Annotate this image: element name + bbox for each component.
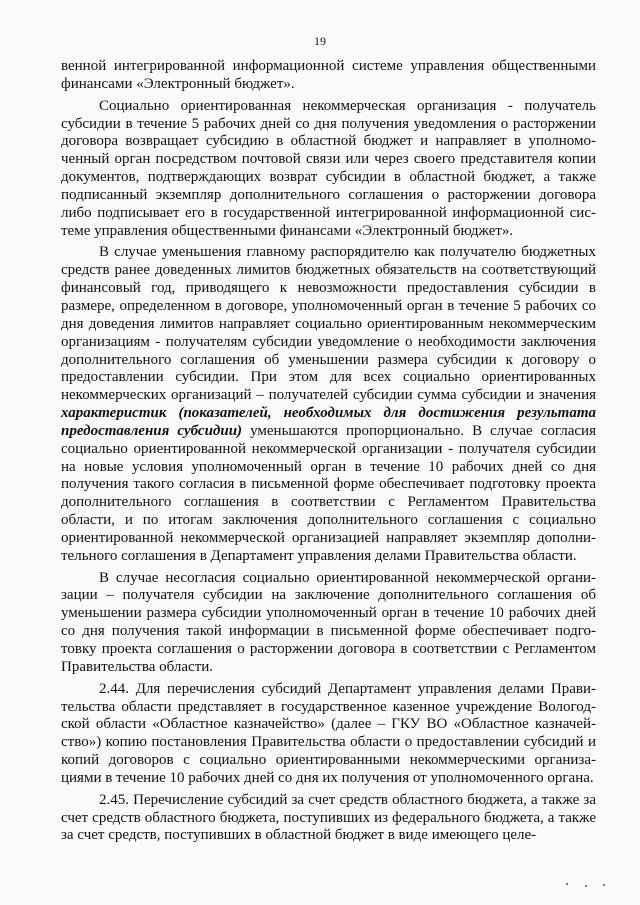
paragraph-continuation — [61, 58, 596, 94]
paragraph-text: В случае несогласия социально ориентированной некоммерческой организации – получателя субсидии на заключение дополнительного соглашения об уменьшении размера субсидии уполномоченный орган в течение 10 рабочих дней со дня получения такой информации в письменной форме обеспечивает подготовку проекта соглашения о расторжении договора в соответствии с Регламентом Правительства области. — [61, 569, 596, 675]
paragraph-text: венной интегрированной информационной системе управления общественными финансами «Электронный бюджет». — [61, 58, 596, 92]
paragraph-limits-reduction — [61, 244, 596, 565]
paragraph-text: 2.44. Для перечисления субсидий Департамент управления делами Правительства области представляет в государственное казенное учреждение Вологодской области «Областное казначейство» (далее – ГКУ ВО «Областное казначейство») копию постановления Правительства области о предоставлении субсидий и копий договоров с социально ориентированными некоммерческими организациями в течение 10 рабочих дней со дня их получения от уполномоченного органа. — [61, 680, 596, 786]
paragraph-section-2-45 — [61, 792, 596, 846]
paragraph-text: 2.45. Перечисление субсидий за счет средств областного бюджета, а также за счет средств областного бюджета, поступивших из федерального бюджета, а также за счет средств, поступивших в областной бюджет в виде имеющего целе- — [61, 791, 596, 844]
page-number: 19 — [314, 34, 326, 48]
scan-speck — [585, 885, 587, 887]
paragraph-text: Социально ориентированная некоммерческая организация - получатель субсидии в течение 5 рабочих дней со дня получения уведомления о расторжении договора возвращает субсидию в областной бюджет и направляет в уполномоченный орган посредством почтовой связи или через своего представителя копии документов, подтверждающих возврат субсидии в областной бюджет, а также подписанный экземпляр дополнительного соглашения о расторжении договора либо подписывает его в государственной интегрированной информационной системе управления общественными финансами «Электронный бюджет». — [61, 97, 596, 239]
scan-speck — [566, 883, 568, 885]
paragraph-return-subsidy — [61, 98, 596, 241]
document-body — [61, 58, 596, 845]
emphasized-text: характеристик (показателей, необходимых для достижения результата предоставления субсидии) — [61, 405, 596, 439]
paragraph-disagreement — [61, 570, 596, 677]
paragraph-text-after: уменьшаются пропорционально. В случае согласия социально ориентированной некоммерческой организации - получателя субсидии на новые условия уполномоченный орган в течение 10 рабочих дней со дня получения такого согласия в письменной форме обеспечивает подготовку проекта дополнительного соглашения в соответствии с Регламентом Правительства области, и по итогам заключения дополнительного соглашения с социально ориентированной некоммерческой организацией направляет экземпляр дополнительного соглашения в Департамент управления делами Правительства области. — [61, 422, 596, 564]
paragraph-text: В случае уменьшения главному распорядителю как получателю бюджетных средств ранее доведенных лимитов бюджетных обязательств на соответствующий финансовый год, приводящего к невозможности предоставления субсидии в размере, определенном в договоре, уполномоченный орган в течение 5 рабочих со дня доведения лимитов направляет социально ориентированным некоммерческим организациям - получателям субсидии уведомление о необходимости заключения дополнительного соглашения об уменьшении размера субсидии к договору о предоставлении субсидии. При этом для всех социально ориентированных некоммерческих организаций – получателей субсидии сумма субсидии и значения — [61, 244, 596, 404]
scan-speck — [603, 884, 605, 886]
paragraph-section-2-44 — [61, 681, 596, 788]
